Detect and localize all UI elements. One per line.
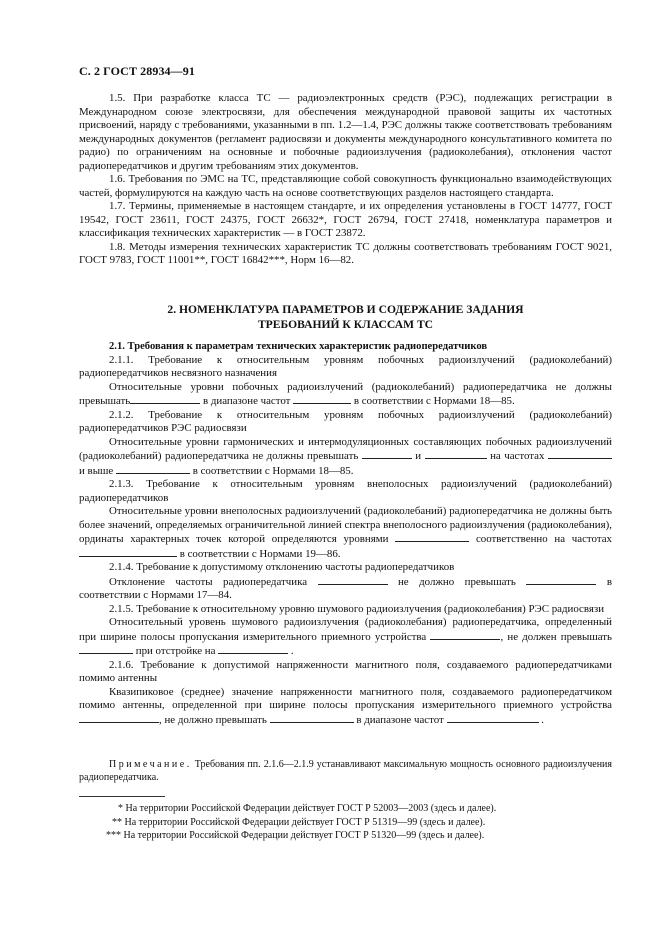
paragraph-1-8: 1.8. Методы измерения технических характеристик ТС должны соответствовать требованиям ГОСТ 9021, ГОСТ 9783, ГОСТ 11001**, ГОСТ 16842***, Норм 16—82. — [79, 240, 612, 266]
section-2-title — [79, 303, 612, 332]
footnotes — [79, 802, 612, 843]
blank-field — [548, 449, 612, 459]
paragraph-2-1-2: 2.1.2. Требование к относительным уровням побочных радиоизлучений (радиоколебаний) радиопередатчиков РЭС радиосвязи — [79, 408, 612, 434]
blank-field — [79, 713, 159, 723]
paragraph-2-1-3-text: Относительные уровни внеполосных радиоизлучений (радиоколебаний) радиопередатчика не должны быть более значений, определяемых ограничительной линией спектра внеполосного радиоизлучения (радиоколебания), ординаты характерных точек которой определяются уровнями соответственно на частотах в соответствии с Нормами 19—86. — [79, 505, 612, 560]
paragraph-2-1-4: 2.1.4. Требование к допустимому отклонению частоты радиопередатчиков — [109, 561, 455, 573]
blank-field — [218, 644, 288, 654]
paragraph-1-7: 1.7. Термины, применяемые в настоящем стандарте, и их определения установлены в ГОСТ 14777, ГОСТ 19542, ГОСТ 23611, ГОСТ 24375, ГОСТ 26632*, ГОСТ 26794, ГОСТ 27418, номенклатура параметров и классификация технических характеристик — в ГОСТ 23872. — [79, 200, 612, 239]
paragraph-2-1-1-text: Относительные уровни побочных радиоизлучений (радиоколебаний) радиопередатчика не должны превышать в диапазоне частот в соответствии с Нормами 18—85. — [79, 380, 612, 407]
paragraph-2-1-6-text: Квазипиковое (среднее) значение напряженности магнитного поля, создаваемого радиопередатчиком помимо антенны, определенной при ширине полосы пропускания измерительного приемного устройства , не должно превышать в диапазоне частот . — [79, 685, 612, 726]
paragraph-2-1-3: 2.1.3. Требование к относительным уровням внеполосных радиоизлучений (радиоколебаний) радиопередатчиков — [79, 478, 612, 504]
blank-field — [447, 713, 539, 723]
paragraph-2-1-4-text: Отклонение частоты радиопередатчика не должно превышать в соответствии с Нормами 17—84. — [79, 575, 612, 601]
section-title-line-1: 2. НОМЕНКЛАТУРА ПАРАМЕТРОВ И СОДЕРЖАНИЕ ЗАДАНИЯ — [167, 303, 524, 316]
blank-field — [130, 394, 200, 404]
paragraph-2-1-5-text: Относительный уровень шумового радиоизлучения (радиоколебания) радиопередатчика, определенный при ширине полосы пропускания измерительного приемного устройства , не должен превышать при отстройке на . — [79, 616, 612, 657]
note — [79, 758, 612, 784]
paragraph-2-1-2-text: Относительные уровни гармонических и интермодуляционных составляющих побочных радиоизлучений (радиоколебаний) радиопередатчика не должны превышать и на частотах и выше в соответствии с Нормами 18—85. — [79, 435, 612, 477]
blank-field — [526, 575, 596, 585]
blank-field — [362, 449, 412, 459]
paragraph-2-1-5: 2.1.5. Требование к относительному уровню шумового радиоизлучения (радиоколебания) РЭС радиосвязи — [109, 602, 605, 615]
subsection-2-1-heading: 2.1. Требования к параметрам технических характеристик радиопередатчиков — [109, 341, 488, 352]
footnote-1: * На территории Российской Федерации действует ГОСТ Р 52003—2003 (здесь и далее). — [118, 803, 497, 814]
note-label: Примечание. — [109, 759, 192, 770]
blank-field — [79, 547, 177, 557]
blank-field — [395, 532, 469, 542]
note-block — [79, 758, 612, 784]
footnote-separator — [79, 796, 165, 797]
blank-field — [430, 630, 500, 640]
blank-field — [79, 644, 133, 654]
paragraph-1-5: 1.5. При разработке класса ТС — радиоэлектронных средств (РЭС), подлежащих регистрации в Международном союзе электросвязи, для обеспечения международной правовой защиты их частотных присвоений, наряду с требованиями, указанными в пп. 1.2—1.4, РЭС должны также соответствовать требованиям международных документов (регламент радиосвязи и документы международного консультативного комитета по радио) по ограничениям на основные и побочные радиоизлучения (радиоколебания), отклонения частот радиопередатчиков и другим требованиям этих документов. — [79, 92, 612, 172]
blank-field — [116, 464, 190, 474]
blank-field — [293, 394, 351, 404]
paragraph-2-1-1: 2.1.1. Требование к относительным уровням побочных радиоизлучений (радиоколебаний) радиопередатчиков несвязного назначения — [79, 353, 612, 379]
blank-field — [270, 713, 354, 723]
section-title-line-2: ТРЕБОВАНИЙ К КЛАССАМ ТС — [257, 317, 434, 331]
page-header: С. 2 ГОСТ 28934—91 — [79, 64, 195, 78]
paragraph-2-1-6: 2.1.6. Требование к допустимой напряженности магнитного поля, создаваемого радиопередатчиками помимо антенны — [79, 658, 612, 684]
footnote-3: *** На территории Российской Федерации действует ГОСТ Р 51320—99 (здесь и далее). — [106, 830, 485, 841]
blank-field — [318, 575, 388, 585]
section-1-continuation — [79, 92, 612, 268]
paragraph-1-6: 1.6. Требования по ЭМС на ТС, представляющие собой совокупность функционально взаимодействующих частей, формулируются на каждую часть на основе соответствующих разделов настоящего стандарта. — [79, 173, 612, 199]
section-2-body — [79, 340, 612, 727]
blank-field — [425, 449, 487, 459]
footnote-2: ** На территории Российской Федерации действует ГОСТ Р 51319—99 (здесь и далее). — [112, 816, 486, 828]
note-text: Требования пп. 2.1.6—2.1.9 устанавливают максимальную мощность основного радиоизлучения радиопередатчика. — [79, 759, 613, 783]
